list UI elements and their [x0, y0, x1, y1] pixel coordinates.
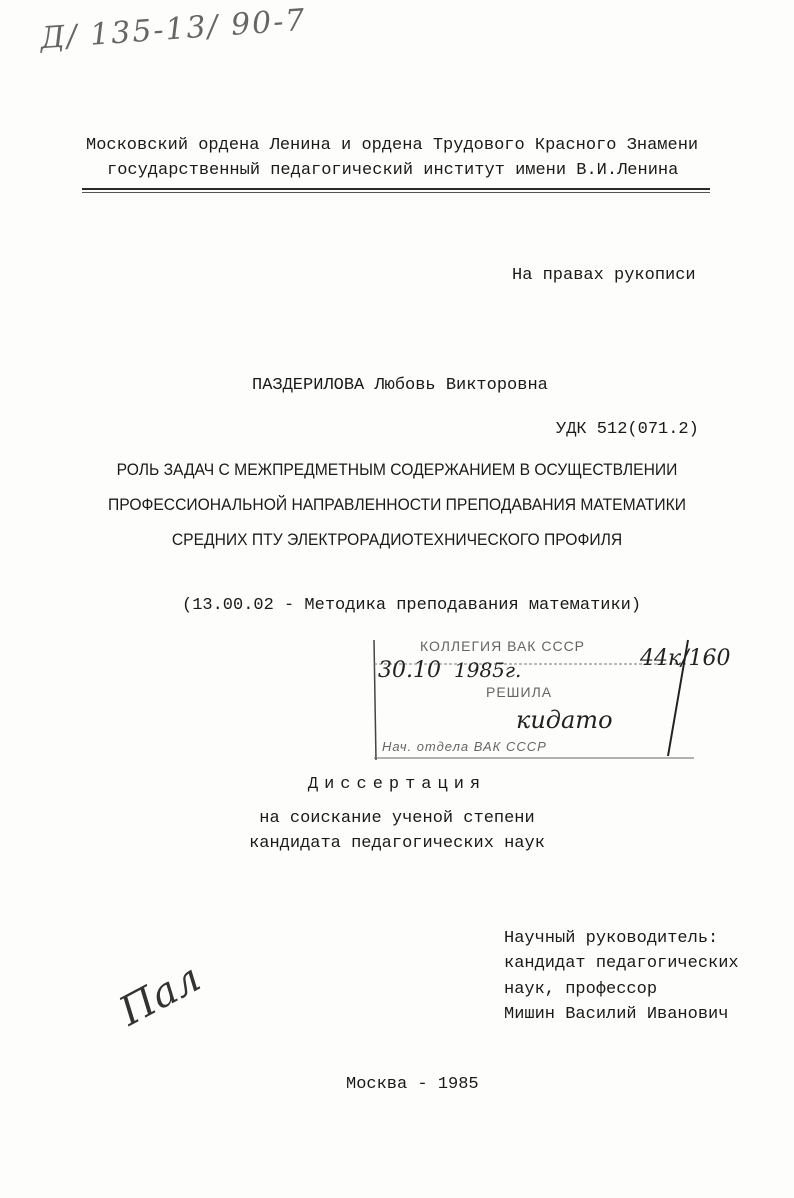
dissertation-title-line-1: РОЛЬ ЗАДАЧ С МЕЖПРЕДМЕТНЫМ СОДЕРЖАНИЕМ В ОСУЩЕСТВЛЕНИИ	[116, 460, 678, 479]
institution-underline-thin	[82, 192, 710, 193]
work-type-line-2: кандидата педагогических наук	[249, 834, 545, 853]
stamp-year-handwritten: 1985г.	[454, 658, 522, 682]
work-type-heading: Диссертация	[307, 775, 487, 794]
supervisor-degree: кандидат педагогических	[504, 954, 739, 973]
stamp-vak-college: КОЛЛЕГИЯ ВАК СССР	[420, 638, 586, 654]
manuscript-note: На правах рукописи	[512, 266, 696, 285]
stamp-head-of-department: Нач. отдела ВАК СССР	[382, 739, 547, 754]
supervisor-label: Научный руководитель:	[504, 929, 719, 948]
city-year: Москва - 1985	[346, 1075, 479, 1094]
stamp-date-handwritten: 30.10	[378, 658, 441, 683]
stamp-handwritten-word: кидато	[516, 706, 613, 734]
archive-number-scribble: Д/ 135-13/ 90-7	[39, 2, 308, 57]
supervisor-title: наук, профессор	[504, 980, 658, 999]
stamp-decided: РЕШИЛА	[486, 684, 553, 700]
institution-line-2: государственный педагогический институт имени В.И.Ленина	[107, 161, 679, 180]
vak-stamp	[368, 636, 731, 762]
institution-line-1: Московский ордена Ленина и ордена Трудового Красного Знамени	[86, 136, 699, 155]
dissertation-title-line-2: ПРОФЕССИОНАЛЬНОЙ НАПРАВЛЕННОСТИ ПРЕПОДАВАНИЯ МАТЕМАТИКИ	[107, 495, 687, 514]
author-name: ПАЗДЕРИЛОВА Любовь Викторовна	[252, 376, 548, 395]
udk-code: УДК 512(071.2)	[556, 420, 699, 439]
handwritten-signature: Пал	[112, 954, 209, 1036]
specialty-code: (13.00.02 - Методика преподавания математики)	[182, 596, 642, 615]
stamp-protocol-handwritten: 44к/160	[640, 646, 731, 671]
supervisor-name: Мишин Василий Иванович	[504, 1005, 729, 1024]
institution-underline	[82, 188, 710, 190]
dissertation-title-line-3: СРЕДНИХ ПТУ ЭЛЕКТРОРАДИОТЕХНИЧЕСКОГО ПРОФИЛЯ	[171, 530, 623, 549]
work-type-line-1: на соискание ученой степени	[259, 809, 535, 828]
